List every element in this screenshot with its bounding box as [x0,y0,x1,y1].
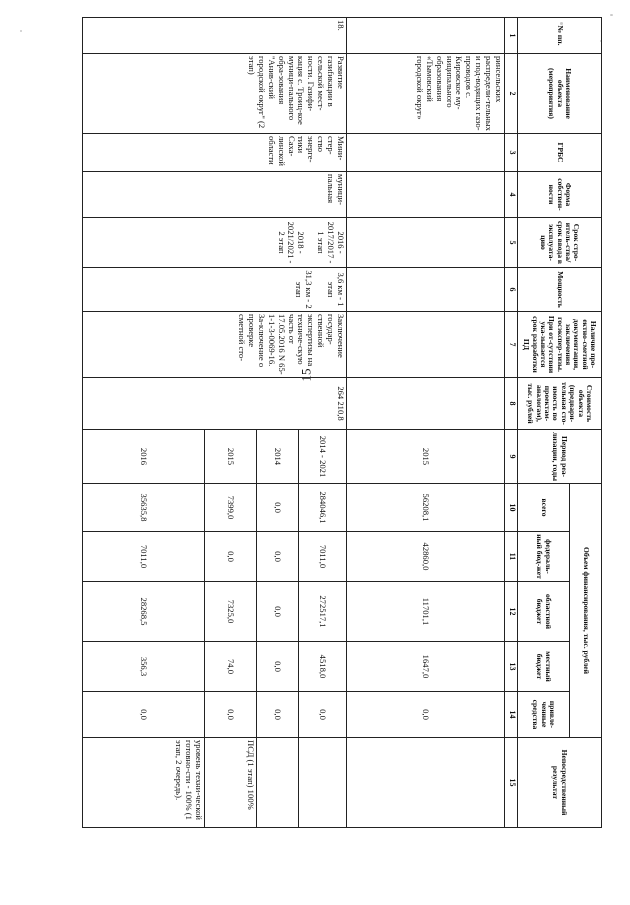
header-cost: Стоимость объекта (предвари-тельная сто-имость по проектам-аналогам), тыс. рублей [518,378,602,430]
scan-speck [610,14,613,16]
power-stage-1: 3,6 км - 1 этап [326,272,346,307]
cell-federal: 0,0 [205,532,257,582]
cell-attracted: 0,0 [299,692,347,738]
cell-design-docs: Заключение государ-ственной экспертизы на техниче-скую часть от 17.05.2016 N 65-1-1-3-0069-16. За-ключение о проверке сметной сто- [83,312,347,378]
col-number: 12 [505,582,518,642]
col-number: 1 [505,18,518,54]
cell-power [83,268,347,312]
col-number: 3 [505,134,518,172]
cell-term [347,218,505,268]
cell-regional: 7325,0 [205,582,257,642]
cell-result: ПСД (1 этап) 100% [205,738,257,828]
page-number: 15 [298,368,314,382]
cell-num [347,18,505,54]
col-number: 9 [505,430,518,484]
cell-local: 0,0 [257,642,299,692]
term-stage-2: 2018 - 2021/2021 - 2 этап [276,221,307,264]
cell-period: 2015 [347,430,505,484]
col-number: 10 [505,484,518,532]
cell-total: 0,0 [257,484,299,532]
cell-period: 2016 [83,430,205,484]
column-numbers-row [505,18,518,828]
cell-result [347,738,505,828]
cell-total: 35635,8 [83,484,205,532]
cell-result [299,738,347,828]
header-funding-group: Объем финансирования, тыс. рублей [570,484,602,738]
header-design-docs: Наличие про-ектно-сметной документации, заключения госэкспер-тизы. При от-сутствии ука-зывается срок разработки ПД [518,312,602,378]
col-number: 5 [505,218,518,268]
cell-regional: 11701,1 [347,582,505,642]
cell-attracted: 0,0 [347,692,505,738]
cell-attracted: 0,0 [83,692,205,738]
cell-local: 4518,0 [299,642,347,692]
col-number: 7 [505,312,518,378]
cell-federal: 7011,0 [299,532,347,582]
cell-federal: 42860,0 [347,532,505,582]
table-row-continued [347,18,505,828]
cell-period: 2014 - 2021 [299,430,347,484]
rotated-table-container [82,17,602,827]
cell-design-docs [347,312,505,378]
header-term: Срок стро-итель-ства/срок ввода в эксплуата-цию [518,218,602,268]
col-number: 2 [505,54,518,134]
scan-speck [20,30,22,32]
cell-total: 7399,0 [205,484,257,532]
cell-cost: 264 210,8 [83,378,347,430]
cell-attracted: 0,0 [257,692,299,738]
cell-name: ринсельских распредели-тельных и под-водящих газо-проводов с. Кировское му-ниципального образования «Тымовский городской округ» [347,54,505,134]
power-stage-2: 31,3 км - 2 этап [294,270,315,309]
cell-grbs [347,134,505,172]
header-result: Непосредственный результат [518,738,602,828]
cell-federal: 7011,0 [83,532,205,582]
col-number: 4 [505,172,518,218]
header-total: всего [518,484,570,532]
col-number: 15 [505,738,518,828]
header-local: местный бюджет [518,642,570,692]
col-number: 8 [505,378,518,430]
cell-result: уровень техни-ческой готовно-сти - 100% (1 этап, 2 очередь). [83,738,205,828]
cell-federal: 0,0 [257,532,299,582]
cell-regional: 272517,1 [299,582,347,642]
cell-num: 18. [83,18,347,54]
table-row [299,18,347,828]
col-number: 6 [505,268,518,312]
header-period: Период реа-лизации, годы [518,430,602,484]
cell-local: 356,3 [83,642,205,692]
header-power: Мощность [518,268,602,312]
header-num: № пп. [518,18,602,54]
header-grbs: ГРБС [518,134,602,172]
col-number: 14 [505,692,518,738]
cell-ownership [347,172,505,218]
cell-cost [347,378,505,430]
cell-term [83,218,347,268]
cell-total: 56208,1 [347,484,505,532]
cell-regional: 28268,5 [83,582,205,642]
funding-table [82,17,602,828]
cell-total: 284046,1 [299,484,347,532]
header-federal: федераль-ный бюд-жет [518,532,570,582]
cell-period: 2014 [257,430,299,484]
cell-power [347,268,505,312]
term-stage-1: 2016 - 2017/2017 - 1 этап [316,221,346,264]
cell-regional: 0,0 [257,582,299,642]
col-number: 13 [505,642,518,692]
cell-grbs: Мини-стер-ство энерге-тики Саха-линской области [83,134,347,172]
cell-result [257,738,299,828]
header-name: Наименование объекта (мероприятия) [518,54,602,134]
header-attracted: привле-ченные средства [518,692,570,738]
cell-period: 2015 [205,430,257,484]
cell-local: 74,0 [205,642,257,692]
header-regional: областной бюджет [518,582,570,642]
cell-ownership: муници-пальная [83,172,347,218]
cell-name: Развитие газиfикации в сельской мест-ности. Газифи-кация с. Троиц-кое муници-пального обра-зования "Анив-ский городской округ" (2 этап) [83,54,347,134]
cell-attracted: 0,0 [205,692,257,738]
cell-local: 1647,0 [347,642,505,692]
header-ownership: Форма собствен-ности [518,172,602,218]
col-number: 11 [505,532,518,582]
